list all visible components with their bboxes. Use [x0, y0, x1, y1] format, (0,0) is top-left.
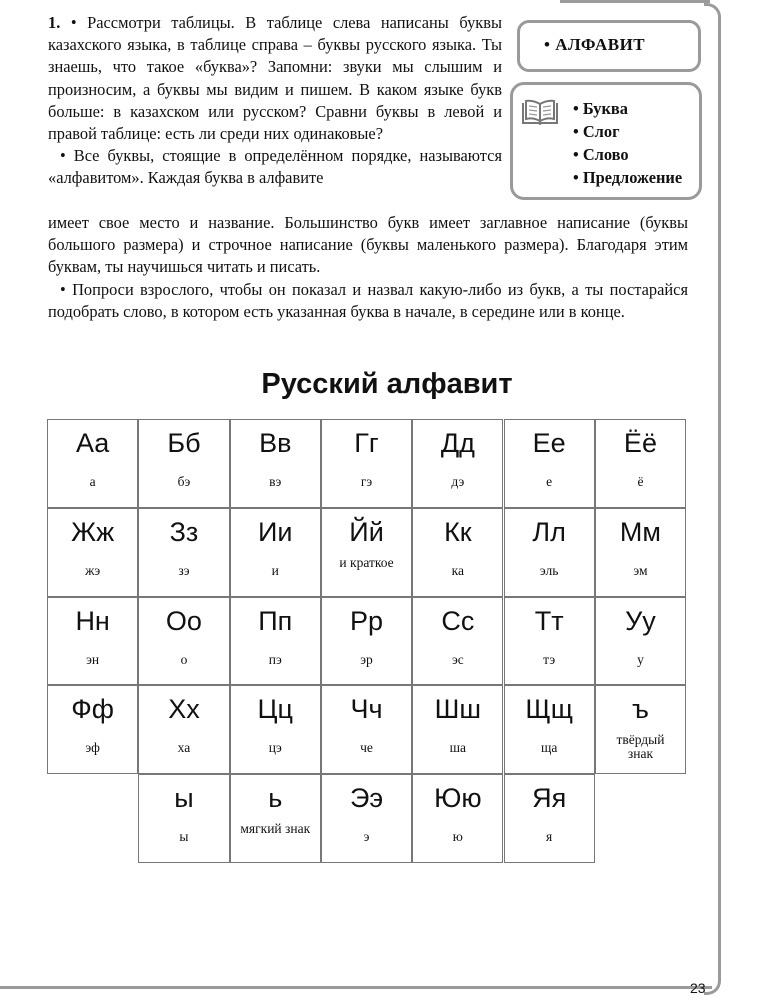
letter-name: тэ [543, 651, 556, 667]
term-item: • Слог [573, 120, 682, 143]
letter-name: эль [539, 562, 559, 578]
page-frame-bottom [0, 986, 712, 989]
letter-glyph: Шш [434, 694, 482, 725]
letter-glyph: Ээ [349, 783, 384, 814]
letter-glyph: Сс [441, 605, 475, 636]
letter-cell [321, 419, 412, 508]
letter-glyph: ь [268, 783, 283, 814]
letter-glyph: Йй [349, 516, 384, 547]
letter-cell [230, 774, 321, 863]
letter-name: а [89, 474, 96, 489]
letter-name: дэ [451, 474, 465, 489]
letter-name: э [363, 829, 370, 845]
letter-cell [138, 508, 229, 597]
letter-cell [504, 685, 595, 774]
letter-glyph: Пп [258, 605, 293, 636]
letter-cell [504, 508, 595, 597]
letter-name: эс [451, 651, 464, 667]
letter-name: эф [85, 740, 100, 756]
book-icon [521, 99, 559, 127]
letter-glyph: Зз [169, 516, 199, 547]
letter-glyph: Щщ [525, 694, 573, 725]
letter-name: твёрдый знак [616, 732, 665, 762]
letter-glyph: Юю [434, 783, 482, 814]
letter-name: цэ [268, 740, 282, 756]
letter-glyph: Ее [532, 428, 566, 458]
letter-cell [47, 419, 138, 508]
letter-cell [47, 508, 138, 597]
letter-glyph: Кк [444, 516, 472, 547]
letter-cell [412, 774, 503, 863]
letter-cell [321, 685, 412, 774]
alphabet-key-heading: • АЛФАВИТ [544, 35, 646, 54]
letter-glyph: Оо [165, 605, 202, 636]
letter-cell [595, 597, 686, 686]
intro-paragraph-1: 1. • Рассмотри таблицы. В таблице слева написаны буквы казахского языка, в таблице справа – буквы русского языка. Ты знаешь, что такое «буква»? Запомни: звуки мы слышим и произносим, а буквы мы видим и пишем. В каком языке букв больше: в казахском или русском? Сравни буквы в левой и правой таблице: есть ли среди них одинаковые? [48, 13, 502, 144]
letter-cell [504, 774, 595, 863]
letter-glyph: Яя [532, 783, 567, 814]
letter-glyph: Уу [625, 605, 656, 636]
letter-cell [230, 597, 321, 686]
letter-cell [595, 419, 686, 508]
letter-cell [47, 597, 138, 686]
letter-name: ха [177, 740, 191, 756]
letter-cell [321, 774, 412, 863]
letter-glyph: Цц [257, 694, 293, 725]
intro-text-wide [48, 212, 688, 323]
term-item: • Слово [573, 143, 682, 166]
letter-glyph: ы [174, 783, 194, 814]
letter-cell [504, 597, 595, 686]
letter-name: у [637, 651, 644, 667]
letter-name: ша [449, 740, 467, 756]
letter-name: зэ [178, 562, 190, 578]
letter-name: пэ [268, 651, 282, 667]
letter-name: бэ [177, 474, 191, 489]
letter-cell [321, 508, 412, 597]
letter-glyph: Бб [167, 428, 201, 458]
intro-paragraph-2-cont: имеет свое место и название. Большинство букв имеет заглавное написание (буквы большого размера) и строчное написание (буквы маленького размера). Благодаря этим буквам, ты научишься читать и писать. [48, 213, 688, 277]
letter-cell [230, 419, 321, 508]
letter-name: гэ [360, 474, 373, 489]
letter-cell [412, 419, 503, 508]
letter-cell [138, 419, 229, 508]
page-frame-right [704, 3, 721, 995]
letter-cell [230, 685, 321, 774]
letter-name: е [546, 474, 553, 489]
letter-glyph: ъ [632, 694, 649, 725]
letter-cell [412, 685, 503, 774]
alphabet-table-title: Русский алфавит [261, 368, 513, 400]
letter-name: эн [86, 651, 100, 667]
letter-glyph: Мм [619, 516, 661, 547]
page-frame-top [560, 0, 710, 9]
letter-name: че [360, 740, 373, 756]
letter-cell [504, 419, 595, 508]
letter-name: ы [179, 829, 189, 845]
letter-glyph: Чч [350, 694, 383, 725]
alphabet-key-box [517, 20, 701, 72]
letter-glyph: Тт [534, 605, 564, 636]
exercise-number: 1. [48, 13, 61, 32]
letter-cell [321, 597, 412, 686]
key-terms-list [573, 97, 682, 189]
letter-name: ка [451, 562, 465, 578]
letter-name: мягкий знак [240, 821, 311, 837]
letter-glyph: Дд [440, 428, 475, 458]
letter-glyph: Жж [71, 516, 115, 547]
letter-cell [230, 508, 321, 597]
letter-cell [595, 685, 686, 774]
alphabet-table [47, 419, 686, 863]
letter-glyph: Нн [75, 605, 110, 636]
letter-name: и краткое [339, 554, 394, 570]
letter-name: ё [637, 474, 644, 489]
letter-glyph: Аа [75, 428, 110, 458]
letter-cell [412, 597, 503, 686]
letter-glyph: Гг [354, 428, 379, 458]
letter-glyph: Фф [71, 694, 115, 725]
letter-cell [138, 685, 229, 774]
term-item: • Буква [573, 97, 682, 120]
intro-paragraph-2: • Все буквы, стоящие в определённом порядке, называются «алфавитом». Каждая буква в алфавите [48, 146, 502, 188]
letter-name: эр [360, 651, 373, 667]
letter-name: о [180, 651, 188, 667]
letter-cell [412, 508, 503, 597]
letter-glyph: Лл [532, 516, 566, 547]
page-number: 23 [690, 980, 706, 996]
letter-name: ю [452, 829, 463, 845]
intro-paragraph-3: • Попроси взрослого, чтобы он показал и назвал какую-либо из букв, а ты постарайся подобрать слово, в котором есть указанная буква в начале, в середине или в конце. [48, 279, 688, 321]
letter-name: ща [540, 740, 558, 756]
letter-glyph: Рр [350, 605, 384, 636]
letter-glyph: Ёё [623, 428, 657, 458]
intro-text [48, 12, 502, 190]
letter-glyph: Ии [257, 516, 293, 547]
letter-cell [138, 597, 229, 686]
key-terms-box [510, 82, 702, 200]
letter-cell [47, 685, 138, 774]
letter-name: и [271, 562, 279, 578]
letter-glyph: Вв [259, 428, 292, 458]
letter-name: я [546, 829, 553, 845]
letter-name: вэ [269, 474, 282, 489]
term-item: • Предложение [573, 166, 682, 189]
letter-glyph: Хх [168, 694, 200, 725]
letter-name: эм [633, 562, 648, 578]
letter-cell [595, 508, 686, 597]
letter-cell [138, 774, 229, 863]
letter-name: жэ [85, 562, 101, 578]
